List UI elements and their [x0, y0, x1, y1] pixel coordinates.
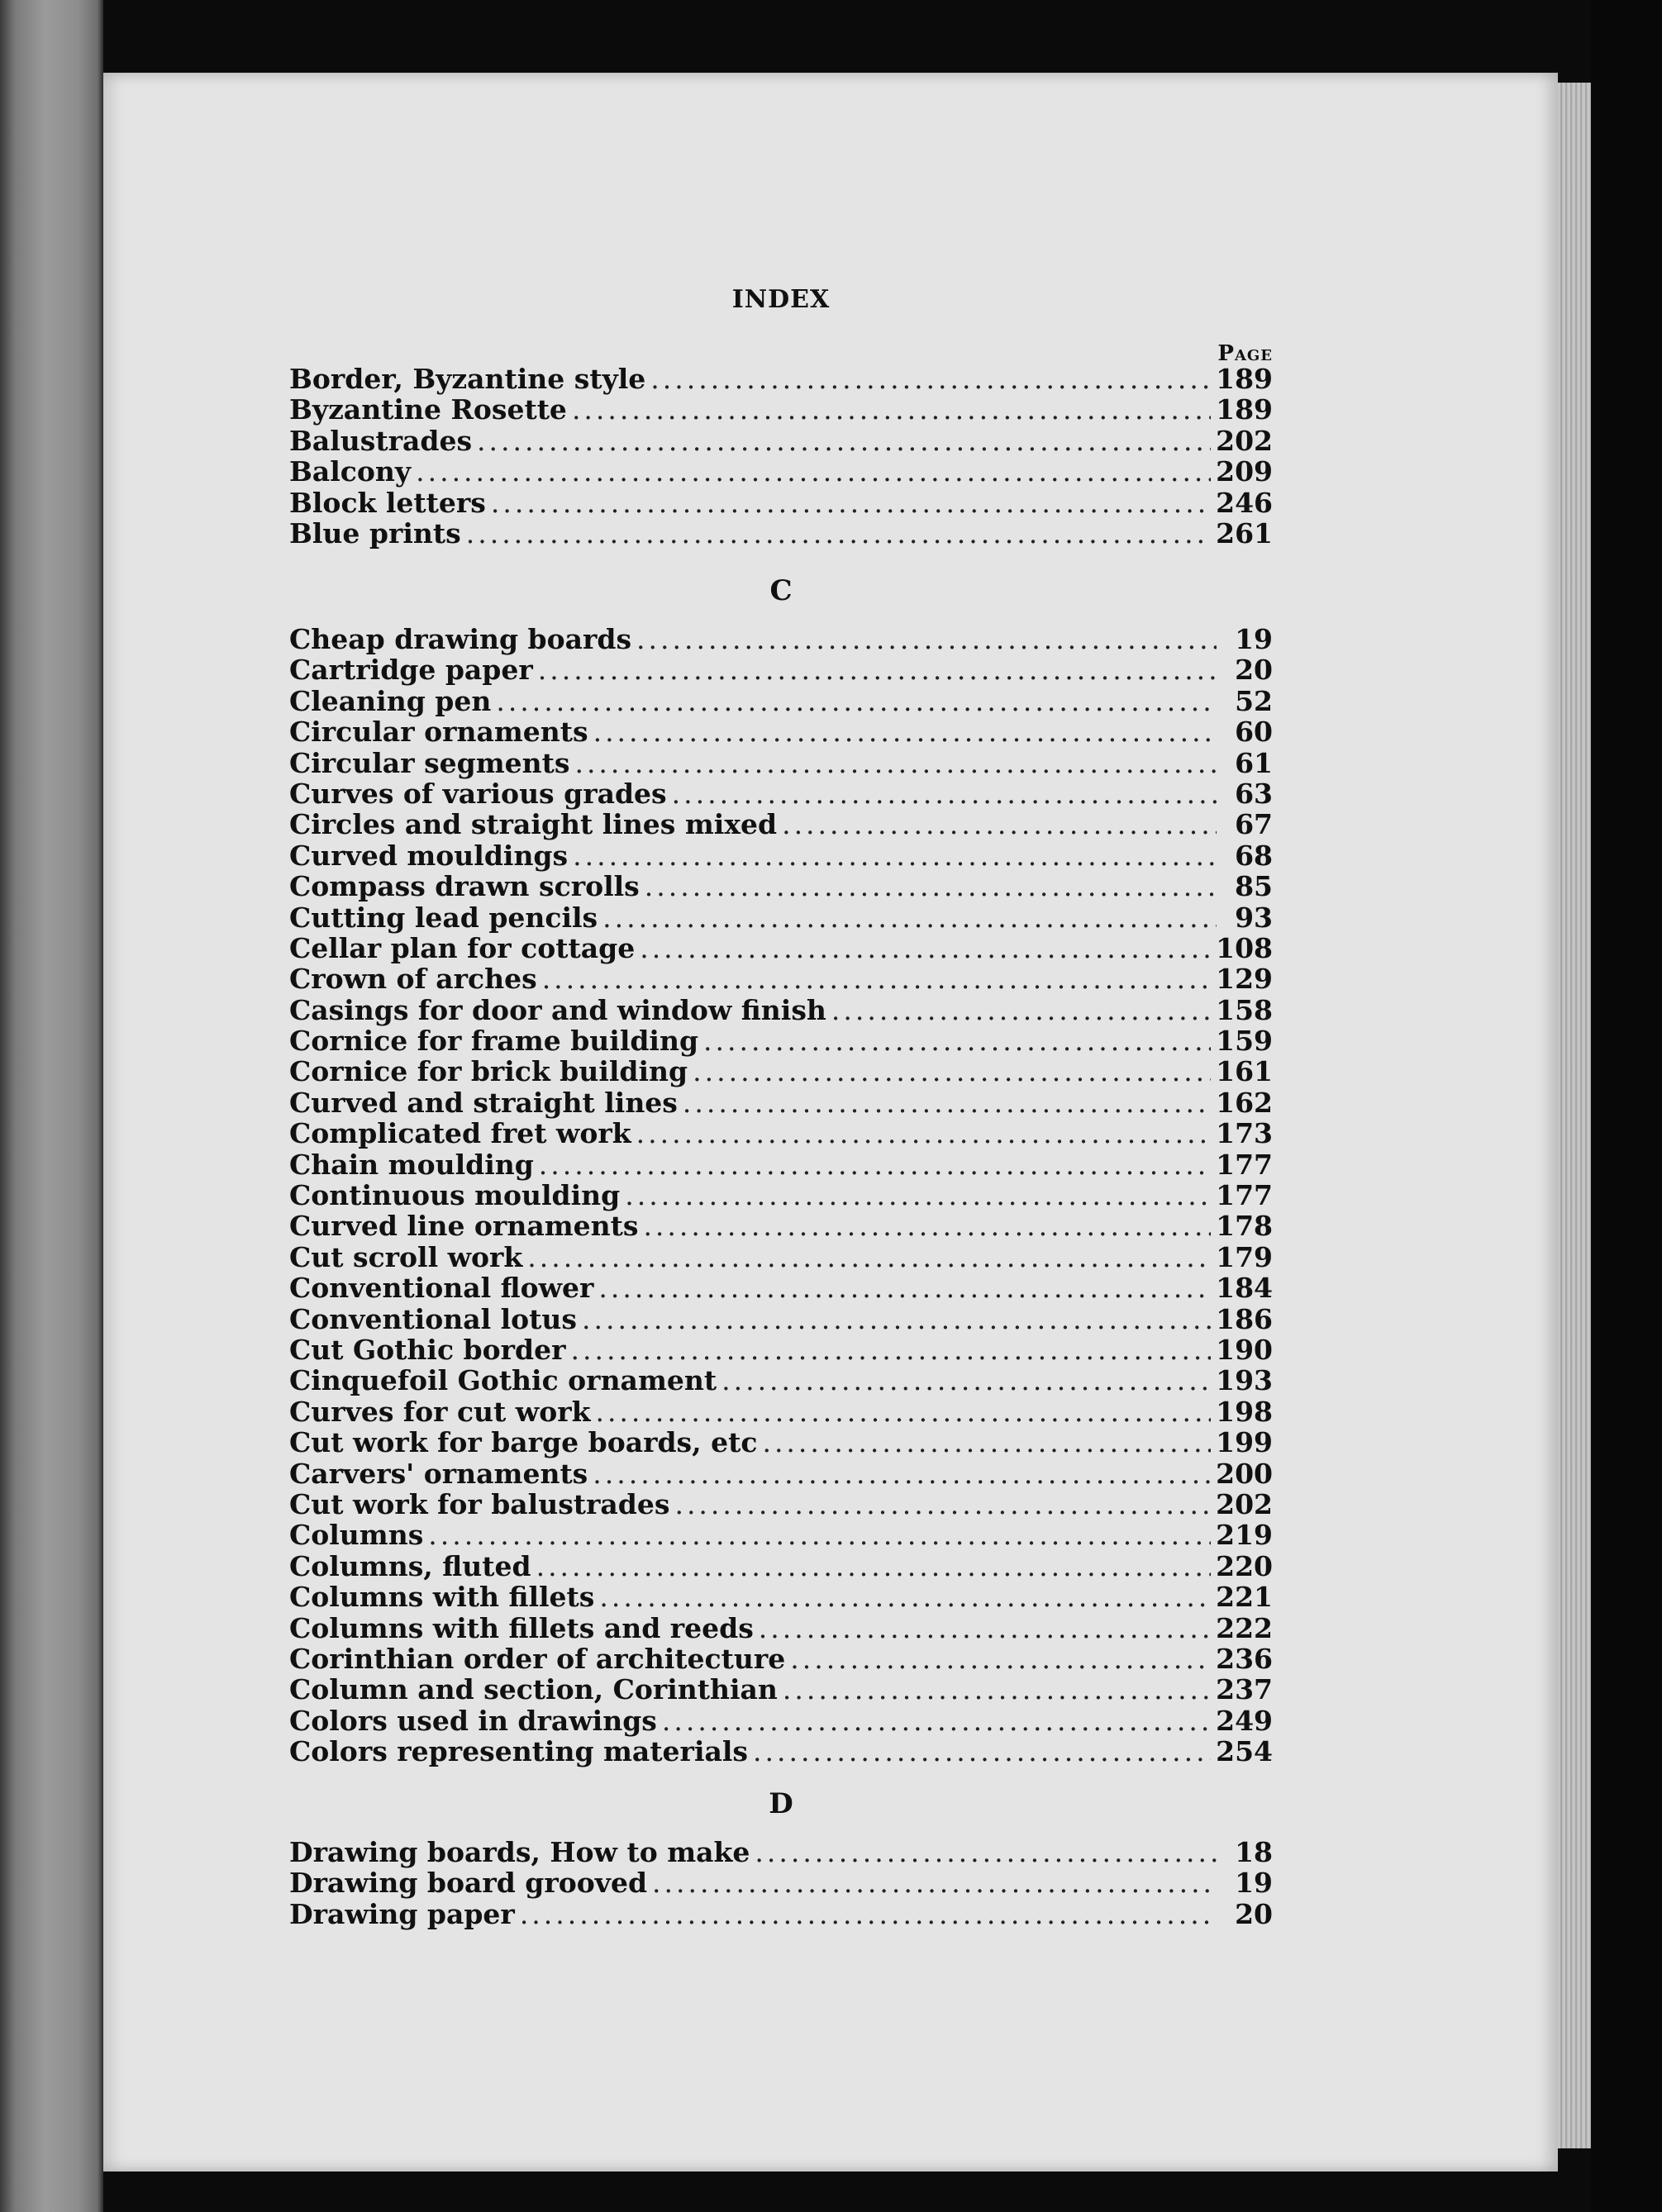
entry-label: Curves for cut work: [289, 1395, 591, 1428]
dot-leader: [520, 1899, 1217, 1929]
entry-page-number: 209: [1216, 455, 1273, 488]
entry-label: Column and section, Corinthian: [289, 1673, 778, 1706]
dot-leader: [595, 1396, 1211, 1427]
index-entry: [289, 1644, 1273, 1674]
dot-leader: [593, 716, 1217, 747]
index-entry: [289, 1242, 1273, 1272]
dot-leader: [636, 1118, 1212, 1149]
entry-page-number: 19: [1235, 623, 1273, 655]
index-entry: [289, 1736, 1273, 1767]
dot-leader: [542, 963, 1211, 994]
entry-page-number: 129: [1216, 963, 1273, 996]
dot-leader: [762, 1427, 1211, 1458]
dot-leader: [721, 1365, 1211, 1396]
dot-leader: [640, 933, 1211, 963]
entry-page-number: 108: [1216, 931, 1273, 964]
dot-leader: [645, 871, 1217, 901]
dot-leader: [753, 1736, 1211, 1767]
entry-label: Cut work for barge boards, etc: [289, 1426, 758, 1459]
entry-label: Blue prints: [289, 516, 461, 549]
entry-page-number: 220: [1216, 1549, 1273, 1582]
entry-page-number: 237: [1216, 1673, 1273, 1706]
index-entry: [289, 1056, 1273, 1087]
entry-label: Colors representing materials: [289, 1735, 748, 1768]
dot-leader: [527, 1242, 1211, 1272]
entry-page-number: 184: [1216, 1272, 1273, 1305]
entry-label: Casings for door and window finish: [289, 993, 826, 1026]
entry-page-number: 178: [1216, 1210, 1273, 1243]
entry-page-number: 193: [1216, 1364, 1273, 1397]
entry-label: Cutting lead pencils: [289, 901, 598, 934]
entry-page-number: 18: [1235, 1836, 1273, 1868]
entry-page-number: 246: [1216, 486, 1273, 519]
left-page-edge: [0, 0, 103, 2212]
dot-leader: [831, 995, 1211, 1025]
entry-label: Byzantine Rosette: [289, 393, 567, 426]
entry-page-number: 189: [1216, 363, 1273, 395]
entry-label: Columns with fillets: [289, 1581, 595, 1614]
entry-label: Cornice for frame building: [289, 1025, 699, 1058]
entry-page-number: 173: [1216, 1117, 1273, 1150]
index-entry: [289, 1489, 1273, 1520]
entry-label: Curves of various grades: [289, 777, 667, 810]
entry-page-number: 68: [1235, 839, 1273, 872]
index-entry: [289, 809, 1273, 840]
entry-page-number: 52: [1235, 684, 1273, 717]
entry-label: Balustrades: [289, 424, 473, 457]
entry-label: Balcony: [289, 455, 412, 488]
index-entry: [289, 1520, 1273, 1550]
entry-page-number: 179: [1216, 1240, 1273, 1273]
dot-leader: [650, 364, 1211, 394]
index-entry: [289, 456, 1273, 487]
entry-label: Block letters: [289, 486, 486, 519]
entry-label: Cut scroll work: [289, 1240, 523, 1273]
dot-leader: [574, 748, 1217, 778]
index-entry: [289, 1582, 1273, 1612]
index-entry: [289, 1867, 1273, 1898]
index-entry: [289, 995, 1273, 1025]
index-entry: [289, 1087, 1273, 1118]
index-entry: [289, 933, 1273, 963]
entry-label: Corinthian order of architecture: [289, 1642, 786, 1675]
index-entry: [289, 1149, 1273, 1180]
dot-leader: [572, 394, 1211, 425]
section-letter-c: C: [769, 574, 793, 607]
entry-page-number: 162: [1216, 1086, 1273, 1119]
index-entry: [289, 488, 1273, 518]
dot-leader: [599, 1582, 1211, 1612]
section-letter-d: D: [769, 1787, 793, 1820]
index-entry: [289, 394, 1273, 425]
page-stack-edge: [1558, 83, 1591, 2148]
dot-leader: [662, 1705, 1211, 1736]
entry-page-number: 219: [1216, 1519, 1273, 1552]
index-entry: [289, 364, 1273, 394]
entry-label: Drawing board grooved: [289, 1867, 648, 1900]
entry-label: Complicated fret work: [289, 1117, 631, 1150]
index-entry: [289, 1180, 1273, 1211]
index-entry: [289, 1304, 1273, 1334]
dot-leader: [783, 1674, 1211, 1705]
dot-leader: [573, 840, 1217, 871]
index-entry: [289, 748, 1273, 778]
entry-page-number: 20: [1235, 1897, 1273, 1930]
index-entry: [289, 902, 1273, 933]
dot-leader: [674, 1489, 1211, 1520]
entry-label: Cut work for balustrades: [289, 1487, 670, 1520]
index-entry: [289, 1674, 1273, 1705]
background-dark: [1591, 0, 1662, 2212]
index-entry: [289, 686, 1273, 716]
index-entry: [289, 624, 1273, 654]
entry-page-number: 93: [1235, 901, 1273, 934]
entry-label: Compass drawn scrolls: [289, 870, 640, 903]
dot-leader: [703, 1025, 1211, 1056]
entry-label: Circular ornaments: [289, 716, 588, 749]
entry-label: Columns, fluted: [289, 1549, 531, 1582]
dot-leader: [625, 1180, 1211, 1211]
entry-page-number: 61: [1235, 746, 1273, 779]
dot-leader: [759, 1613, 1211, 1644]
index-entry: [289, 1613, 1273, 1644]
dot-leader: [428, 1520, 1211, 1550]
dot-leader: [693, 1056, 1211, 1087]
entry-page-number: 60: [1235, 716, 1273, 749]
dot-leader: [416, 456, 1211, 487]
entry-label: Crown of arches: [289, 963, 537, 996]
dot-leader: [598, 1272, 1211, 1303]
index-entry: [289, 1025, 1273, 1056]
entry-label: Cornice for brick building: [289, 1055, 688, 1088]
entry-page-number: 85: [1235, 870, 1273, 903]
dot-leader: [593, 1458, 1211, 1489]
entry-page-number: 190: [1216, 1333, 1273, 1366]
entry-label: Continuous moulding: [289, 1179, 621, 1212]
dot-leader: [602, 902, 1217, 933]
entry-page-number: 221: [1216, 1581, 1273, 1614]
index-entry: [289, 1365, 1273, 1396]
dot-leader: [672, 778, 1217, 809]
entry-label: Colors used in drawings: [289, 1704, 657, 1737]
dot-leader: [538, 654, 1217, 685]
index-section-b: [289, 364, 1273, 549]
dot-leader: [643, 1211, 1211, 1241]
index-entry: [289, 426, 1273, 456]
index-entry: [289, 654, 1273, 685]
entry-label: Cartridge paper: [289, 654, 533, 687]
entry-page-number: 202: [1216, 424, 1273, 457]
index-entry: [289, 1427, 1273, 1458]
dot-leader: [755, 1837, 1217, 1867]
entry-page-number: 198: [1216, 1395, 1273, 1428]
page-title: INDEX: [731, 285, 831, 314]
entry-page-number: 236: [1216, 1642, 1273, 1675]
entry-page-number: 19: [1235, 1867, 1273, 1900]
index-entry: [289, 1837, 1273, 1867]
entry-label: Cut Gothic border: [289, 1333, 566, 1366]
index-entry: [289, 1118, 1273, 1149]
entry-label: Border, Byzantine style: [289, 363, 646, 395]
dot-leader: [782, 809, 1217, 840]
index-entry: [289, 518, 1273, 549]
entry-label: Conventional lotus: [289, 1302, 577, 1335]
index-entry: [289, 1334, 1273, 1365]
entry-page-number: 161: [1216, 1055, 1273, 1088]
index-entry: [289, 1211, 1273, 1241]
index-entry: [289, 963, 1273, 994]
entry-label: Cinquefoil Gothic ornament: [289, 1364, 717, 1397]
dot-leader: [652, 1867, 1217, 1898]
dot-leader: [466, 518, 1211, 549]
entry-label: Chain moulding: [289, 1148, 534, 1181]
entry-label: Cleaning pen: [289, 684, 492, 717]
entry-label: Curved and straight lines: [289, 1086, 678, 1119]
entry-page-number: 177: [1216, 1179, 1273, 1212]
entry-page-number: 20: [1235, 654, 1273, 687]
entry-label: Curved line ornaments: [289, 1210, 639, 1243]
dot-leader: [636, 624, 1217, 654]
entry-label: Drawing boards, How to make: [289, 1836, 750, 1868]
dot-leader: [683, 1087, 1211, 1118]
entry-label: Cellar plan for cottage: [289, 931, 636, 964]
page-column-heading: Page: [1217, 341, 1273, 366]
dot-leader: [570, 1334, 1211, 1365]
entry-page-number: 200: [1216, 1457, 1273, 1490]
entry-page-number: 249: [1216, 1704, 1273, 1737]
dot-leader: [539, 1149, 1211, 1180]
entry-label: Drawing paper: [289, 1897, 515, 1930]
entry-page-number: 67: [1235, 808, 1273, 841]
index-entry: [289, 840, 1273, 871]
index-section-c: [289, 624, 1273, 1767]
index-entry: [289, 1705, 1273, 1736]
entry-label: Curved mouldings: [289, 839, 569, 872]
dot-leader: [582, 1304, 1211, 1334]
entry-page-number: 186: [1216, 1302, 1273, 1335]
entry-page-number: 202: [1216, 1487, 1273, 1520]
dot-leader: [496, 686, 1217, 716]
entry-label: Circular segments: [289, 746, 570, 779]
entry-label: Circles and straight lines mixed: [289, 808, 778, 841]
dot-leader: [536, 1551, 1212, 1582]
index-entry: [289, 1272, 1273, 1303]
entry-page-number: 63: [1235, 777, 1273, 810]
entry-label: Columns: [289, 1519, 424, 1552]
index-section-d: [289, 1837, 1273, 1929]
index-entry: [289, 871, 1273, 901]
dot-leader: [477, 426, 1211, 456]
entry-label: Carvers' ornaments: [289, 1457, 588, 1490]
entry-label: Conventional flower: [289, 1272, 594, 1305]
index-entry: [289, 778, 1273, 809]
index-entry: [289, 1899, 1273, 1929]
entry-page-number: 254: [1216, 1735, 1273, 1768]
index-entry: [289, 1458, 1273, 1489]
entry-page-number: 159: [1216, 1025, 1273, 1058]
entry-page-number: 177: [1216, 1148, 1273, 1181]
entry-page-number: 199: [1216, 1426, 1273, 1459]
entry-page-number: 189: [1216, 393, 1273, 426]
dot-leader: [790, 1644, 1211, 1674]
index-entry: [289, 1551, 1273, 1582]
entry-page-number: 261: [1216, 516, 1273, 549]
entry-page-number: 222: [1216, 1611, 1273, 1644]
entry-label: Columns with fillets and reeds: [289, 1611, 754, 1644]
dot-leader: [491, 488, 1211, 518]
entry-label: Cheap drawing boards: [289, 623, 632, 655]
entry-page-number: 158: [1216, 993, 1273, 1026]
index-entry: [289, 1396, 1273, 1427]
index-entry: [289, 716, 1273, 747]
